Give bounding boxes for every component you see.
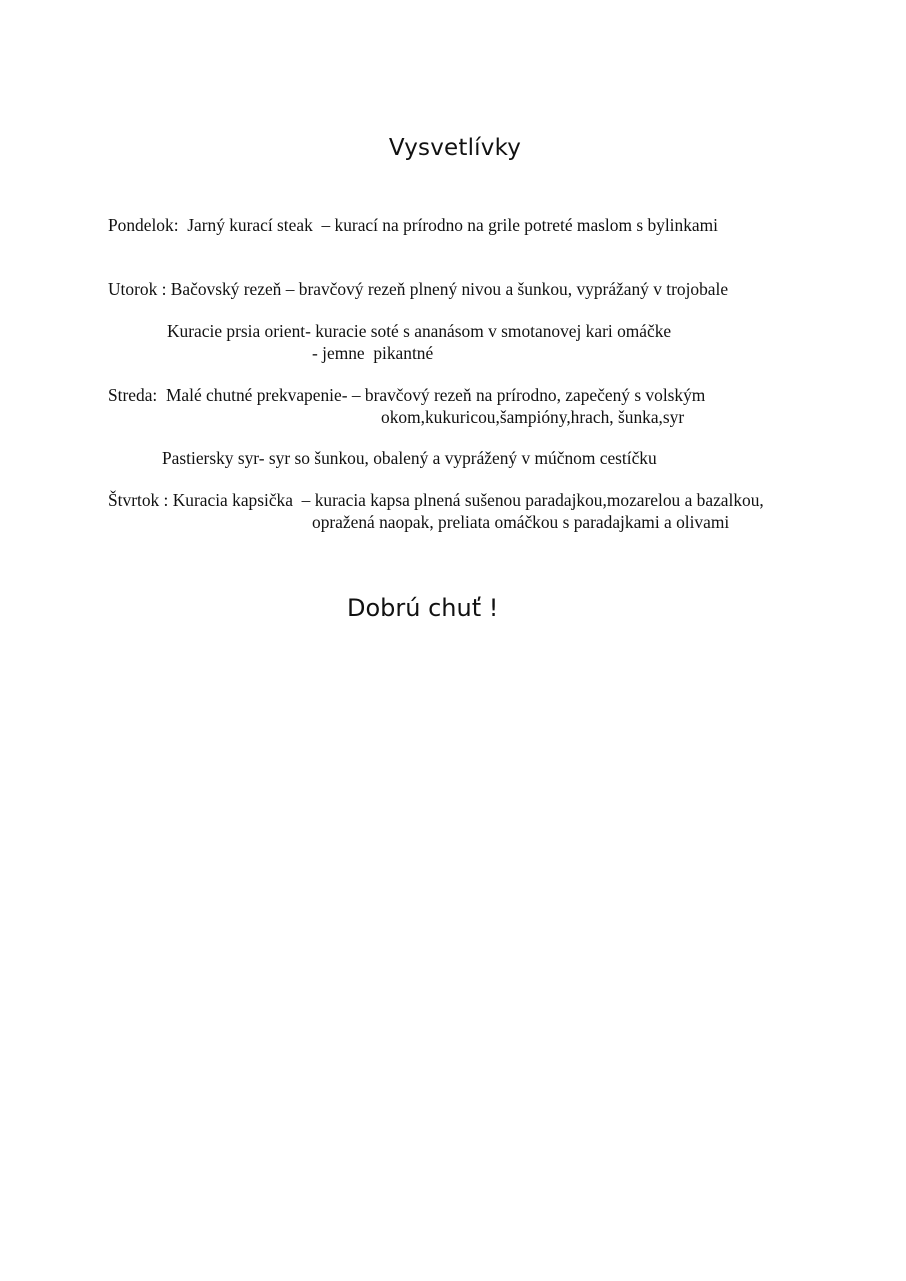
menu-entry-wednesday-cont: okom,kukuricou,šampióny,hrach, šunka,syr bbox=[381, 407, 685, 427]
page-title: Vysvetlívky bbox=[388, 135, 522, 161]
menu-entry-tuesday-alt: Kuracie prsia orient- kuracie soté s ananásom v smotanovej kari omáčke bbox=[167, 321, 672, 341]
menu-entry-tuesday: Utorok : Bačovský rezeň – bravčový rezeň plnený nivou a šunkou, vyprážaný v trojobale bbox=[108, 279, 729, 299]
menu-entry-wednesday-alt: Pastiersky syr- syr so šunkou, obalený a vyprážený v múčnom cestíčku bbox=[162, 448, 657, 468]
menu-entry-tuesday-alt-note: - jemne pikantné bbox=[312, 343, 434, 363]
closing-text: Dobrú chuť ! bbox=[347, 594, 499, 622]
menu-entry-thursday: Štvrtok : Kuracia kapsička – kuracia kapsa plnená sušenou paradajkou,mozarelou a bazalkou, bbox=[108, 490, 764, 510]
menu-entry-wednesday: Streda: Malé chutné prekvapenie- – bravčový rezeň na prírodno, zapečený s volským bbox=[108, 385, 706, 405]
menu-entry-monday: Pondelok: Jarný kurací steak – kurací na prírodno na grile potreté maslom s bylinkami bbox=[108, 215, 718, 235]
menu-entry-thursday-cont: opražená naopak, preliata omáčkou s paradajkami a olivami bbox=[312, 512, 730, 532]
